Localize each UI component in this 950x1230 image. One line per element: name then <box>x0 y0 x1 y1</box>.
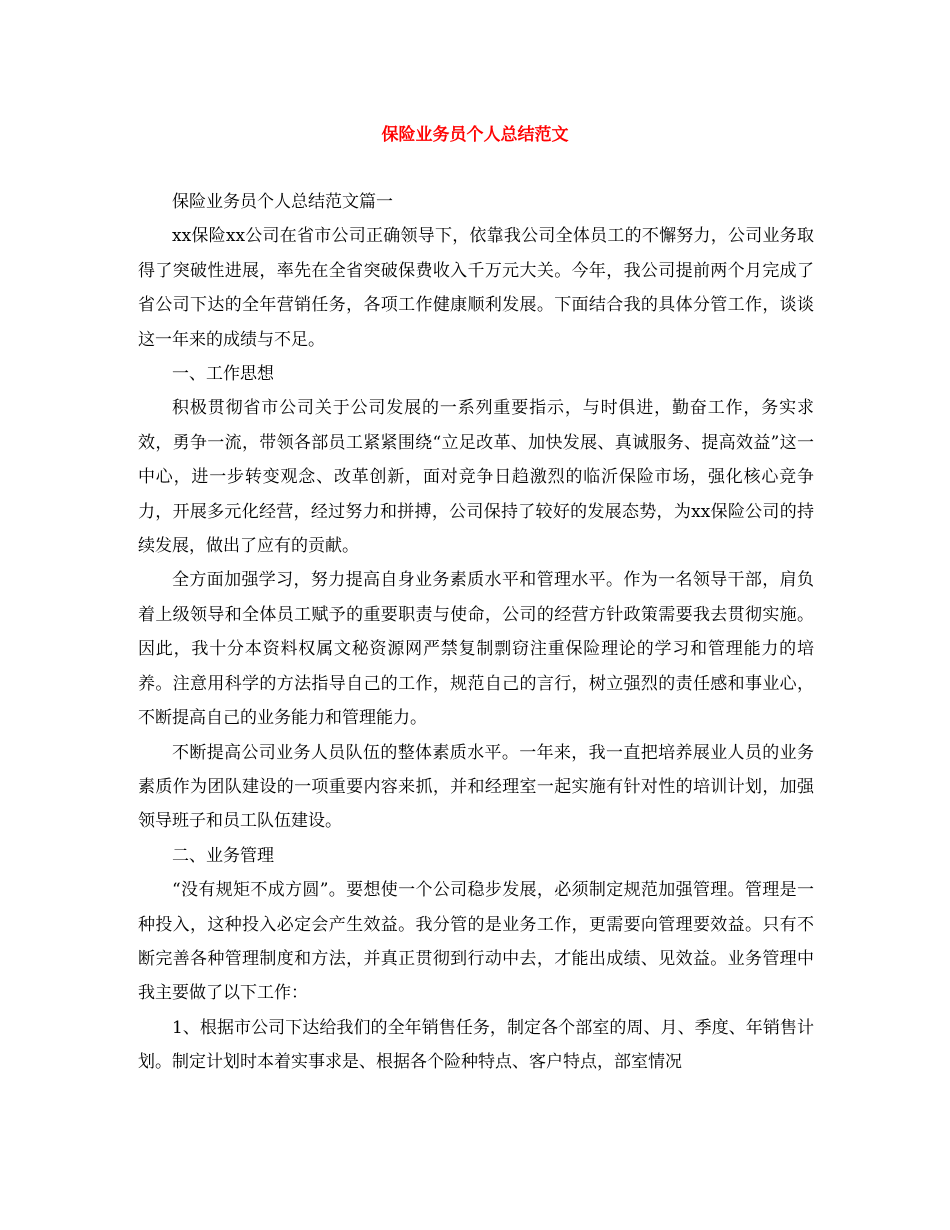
paragraph-team-quality: 不断提高公司业务人员队伍的整体素质水平。一年来，我一直把培养展业人员的业务素质作为团队建设的一项重要内容来抓，并和经理室一起实施有针对性的培训计划，加强领导班子和员工队伍建设。 <box>138 742 814 832</box>
paragraph-subtitle: 保险业务员个人总结范文篇一 <box>172 192 393 212</box>
document-body <box>138 185 814 1080</box>
document-title: 保险业务员个人总结范文 <box>381 125 569 145</box>
section-heading-business-management: 二、业务管理 <box>172 845 274 866</box>
paragraph-study: 全方面加强学习，努力提高自身业务素质水平和管理水平。作为一名领导干部，肩负着上级领导和全体员工赋予的重要职责与使命，公司的经营方针政策需要我去贯彻实施。因此，我十分本资料权属文秘资源网严禁复制剽窃注重保险理论的学习和管理能力的培养。注意用科学的方法指导自己的工作，规范自己的言行，树立强烈的责任感和事业心，不断提高自己的业务能力和管理能力。 <box>138 570 814 729</box>
paragraph-sales-plan: 1、根据市公司下达给我们的全年销售任务，制定各个部室的周、月、季度、年销售计划。制定计划时本着实事求是、根据各个险种特点、客户特点，部室情况 <box>138 1017 814 1073</box>
paragraph-management: “没有规矩不成方圆”。要想使一个公司稳步发展，必须制定规范加强管理。管理是一种投入，这种投入必定会产生效益。我分管的是业务工作，更需要向管理要效益。只有不断完善各种管理制度和方法，并真正贯彻到行动中去，才能出成绩、见效益。业务管理中我主要做了以下工作： <box>138 880 814 1004</box>
section-heading-work-thought: 一、工作思想 <box>172 364 274 385</box>
paragraph-work-thought: 积极贯彻省市公司关于公司发展的一系列重要指示，与时俱进，勤奋工作，务实求效，勇争一流，带领各部员工紧紧围绕“立足改革、加快发展、真诚服务、提高效益”这一中心，进一步转变观念、改革创新，面对竞争日趋激烈的临沂保险市场，强化核心竞争力，开展多元化经营，经过努力和拼搏，公司保持了较好的发展态势，为xx保险公司的持续发展，做出了应有的贡献。 <box>138 398 814 557</box>
paragraph-intro: xx保险xx公司在省市公司正确领导下，依靠我公司全体员工的不懈努力，公司业务取得了突破性进展，率先在全省突破保费收入千万元大关。今年，我公司提前两个月完成了省公司下达的全年营销任务，各项工作健康顺利发展。下面结合我的具体分管工作，谈谈这一年来的成绩与不足。 <box>138 226 814 350</box>
